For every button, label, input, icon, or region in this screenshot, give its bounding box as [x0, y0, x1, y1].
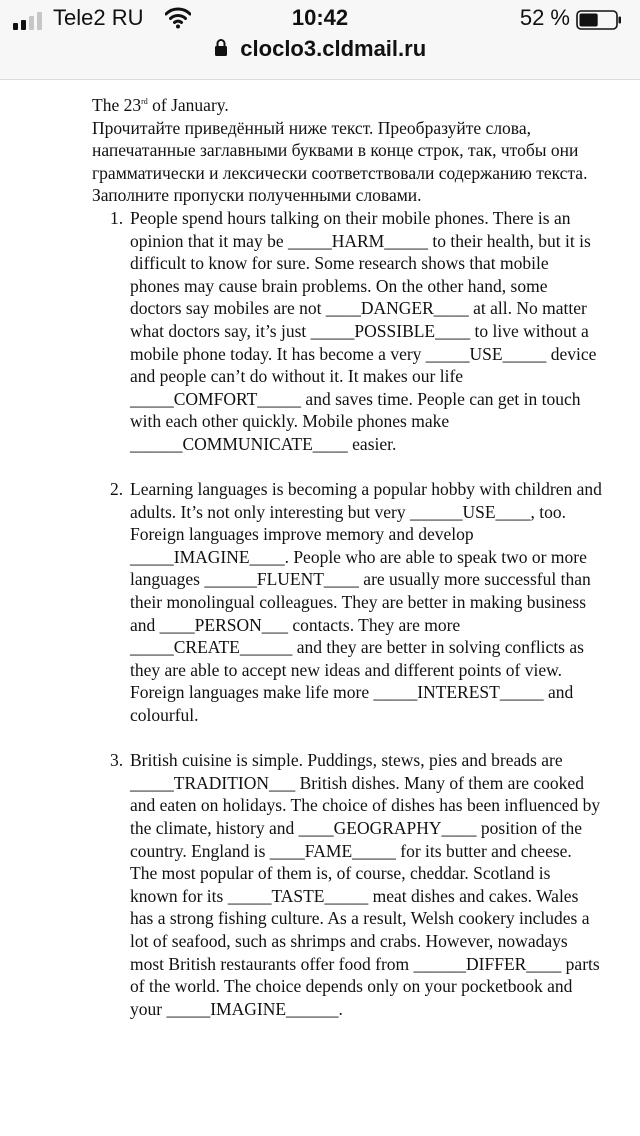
task-number: 3. — [110, 750, 124, 771]
address-bar[interactable] — [0, 36, 640, 70]
date-suffix: rd — [141, 97, 148, 107]
lock-icon — [214, 38, 228, 56]
document-date — [92, 94, 602, 117]
task-item — [92, 478, 602, 727]
carrier-name: Tele2 RU — [53, 5, 144, 30]
task-list — [92, 207, 602, 1020]
battery-percent: 52 % — [519, 5, 570, 30]
task-instructions: Прочитайте приведённый ниже текст. Преобразуйте слова, напечатанные заглавными буквами в конце строк, так, чтобы они грамматически и лексически соответствовали содержанию текста. Заполните пропуски полученными словами. — [92, 117, 588, 206]
date-rest: of January. — [147, 95, 229, 115]
battery-level — [580, 14, 598, 27]
task-text: Learning languages is becoming a popular hobby with children and adults. It’s not only interesting but very ______USE____, too. Foreign languages improve memory and develop _____IMAGINE____. People who are able to speak two or more languages ______FLUENT____ are usually more successful than their monolingual colleagues. They are better in making business and ____PERSON___ contacts. They are more _____CREATE______ and they are better in solving conflicts as they are able to accept new ideas and different points of view. Foreign languages make life more _____INTEREST_____ and colourful. — [130, 479, 602, 726]
task-item — [92, 207, 602, 456]
battery-icon — [576, 10, 622, 30]
task-text: British cuisine is simple. Puddings, stews, pies and breads are _____TRADITION___ British dishes. Many of them are cooked and eaten on holidays. The choice of dishes has been influenced by the climate, history and ____GEOGRAPHY____ position of the country. England is ____FAME_____ for its butter and cheese. The most popular of them is, of course, cheddar. Scotland is known for its _____TASTE_____ meat dishes and cakes. Wales has a strong fishing culture. As a result, Welsh cookery includes a lot of seafood, such as shrimps and crabs. However, nowadays most British restaurants offer food from ______DIFFER____ parts of the world. The choice depends only on your pocketbook and your _____IMAGINE______. — [130, 750, 601, 1019]
page-url[interactable]: cloclo3.cldmail.ru — [240, 36, 427, 61]
task-number: 2. — [110, 479, 124, 500]
status-time: 10:42 — [291, 5, 349, 30]
document-body — [92, 94, 602, 1020]
task-item — [92, 749, 602, 1020]
task-text: People spend hours talking on their mobile phones. There is an opinion that it may be _____HARM_____ to their health, but it is difficult to know for sure. Some research shows that mobile phones may cause brain problems. On the other hand, some doctors say mobiles are not ____DANGER____ at all. No matter what doctors say, it’s just _____POSSIBLE____ to live without a mobile phone today. It has become a very _____USE_____ device and people can’t do without it. It makes our life _____COMFORT_____ and saves time. People can get in touch with each other quickly. Mobile phones make ______COMMUNICATE____ easier. — [130, 207, 597, 454]
browser-top-bar — [0, 0, 640, 80]
task-number: 1. — [110, 207, 124, 228]
date-prefix: The 23 — [92, 95, 142, 115]
